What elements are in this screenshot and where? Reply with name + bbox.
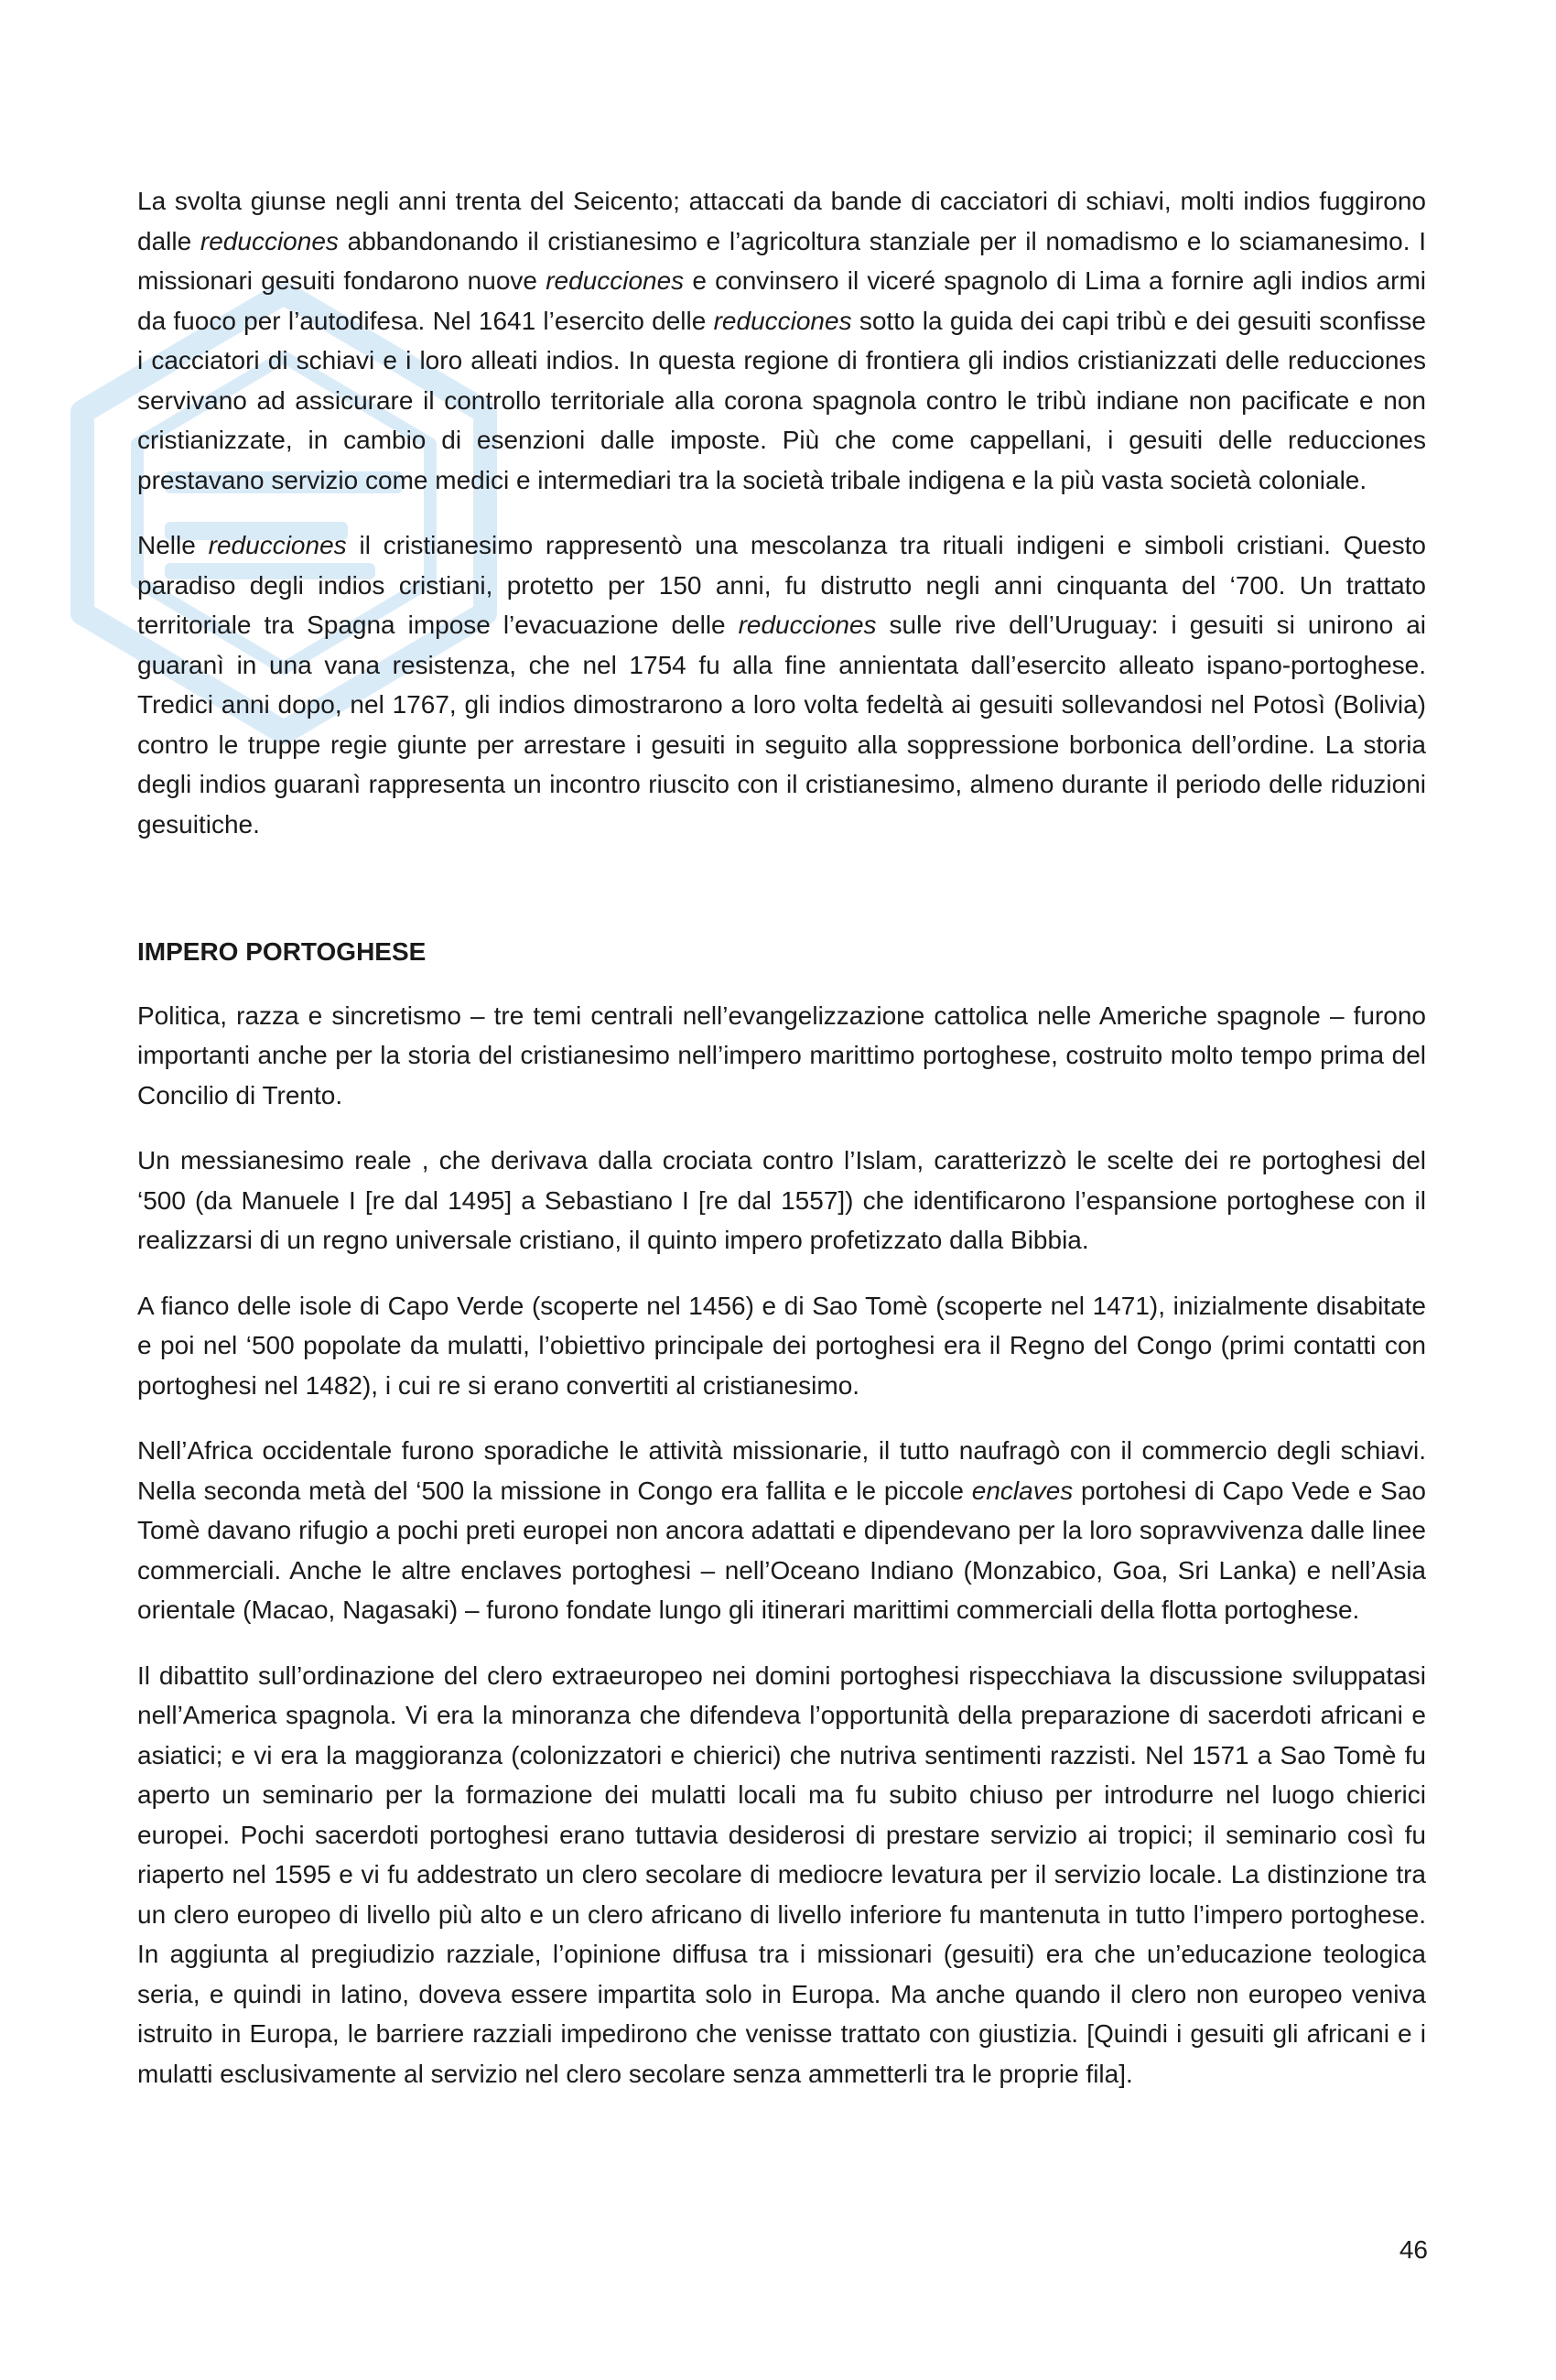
text-run: Politica, razza e sincretismo – tre temi centrali nell’evangelizzazione cattolica nelle Americhe spagnole – furono importanti anche per la storia del cristianesimo nell’impero marittimo portoghese, costruito molto tempo prima del Concilio di Trento. — [137, 1001, 1426, 1109]
text-run: Il dibattito sull’ordinazione del clero extraeuropeo nei domini portoghesi rispecchiava la discussione sviluppatasi nell’America spagnola. Vi era la minoranza che difendeva l’opportunità della preparazione di sacerdoti africani e asiatici; e vi era la maggioranza (colonizzatori e chierici) che nutriva sentimenti razzisti. Nel 1571 a Sao Tomè fu aperto un seminario per la formazione dei mulatti locali ma fu subito chiuso per introdurre nel luogo chierici europei. Pochi sacerdoti portoghesi erano tuttavia desiderosi di prestare servizio ai tropici; il seminario così fu riaperto nel 1595 e vi fu addestrato un clero secolare di mediocre levatura per il servizio locale. La distinzione tra un clero europeo di livello più alto e un clero africano di livello inferiore fu mantenuta in tutto l’impero portoghese. In aggiunta al pregiudizio razziale, l’opinione diffusa tra i missionari (gesuiti) era che un’educazione teologica seria, e quindi in latino, doveva essere impartita solo in Europa. Ma anche quando il clero non europeo veniva istruito in Europa, le barriere razziali impedirono che venisse trattato con giustizia. [Quindi i gesuiti gli africani e i mulatti esclusivamente al servizio nel clero secolare senza ammetterli tra le proprie fila]. — [137, 1661, 1426, 2088]
text-run: il cristianesimo rappresentò una mescolanza tra rituali indigeni e simboli cristiani. Questo paradiso degli indios cristiani, protetto per 150 anni, fu distrutto negli anni cinquanta del ‘700. Un trattato territoriale tra Spagna impose l’evacuazione delle — [137, 531, 1426, 639]
paragraph — [137, 181, 1426, 500]
italic-text: enclaves — [971, 1476, 1074, 1505]
text-run: portohesi di Capo Vede e Sao Tomè davano rifugio a pochi preti europei non ancora adattati e dipendevano per la loro sopravvivenza dalle linee commerciali. Anche le altre enclaves portoghesi – nell’Oceano Indiano (Monzabico, Goa, Sri Lanka) e nell’Asia orientale (Macao, Nagasaki) – furono fondate lungo gli itinerari marittimi commerciali della flotta portoghese. — [137, 1476, 1426, 1624]
paragraphs-after-heading — [137, 996, 1426, 2094]
paragraph — [137, 1431, 1426, 1630]
italic-text: reducciones — [208, 531, 347, 559]
text-run: e convinsero il viceré spagnolo di Lima a fornire agli indios armi da fuoco per l’autodifesa. Nel 1641 l’esercito delle — [137, 266, 1426, 335]
italic-text: reducciones — [200, 226, 339, 255]
paragraph — [137, 1141, 1426, 1260]
paragraph — [137, 525, 1426, 844]
text-run: Un messianesimo reale , che derivava dalla crociata contro l’Islam, caratterizzò le scelte dei re portoghesi del ‘500 (da Manuele I [re dal 1495] a Sebastiano I [re dal 1557]) che identificarono l’espansione portoghese con il realizzarsi di un regno universale cristiano, il quinto impero profetizzato dalla Bibbia. — [137, 1146, 1426, 1254]
text-run: sulle rive dell’Uruguay: i gesuiti si unirono ai guaranì in una vana resistenza, che nel 1754 fu alla fine annientata dall’esercito alleato ispano-portoghese. Tredici anni dopo, nel 1767, gli indios dimostrarono a loro volta fedeltà ai gesuiti sollevandosi nel Potosì (Bolivia) contro le truppe regie giunte per arrestare i gesuiti in seguito alla soppressione borbonica dell’ordine. La storia degli indios guaranì rappresenta un incontro riuscito con il cristianesimo, almeno durante il periodo delle riduzioni gesuitiche. — [137, 611, 1426, 838]
text-run: Nelle — [137, 531, 209, 559]
document-body — [137, 181, 1426, 2119]
paragraph — [137, 1656, 1426, 2094]
text-run: A fianco delle isole di Capo Verde (scoperte nel 1456) e di Sao Tomè (scoperte nel 1471), inizialmente disabitate e poi nel ‘500 popolate da mulatti, l’obiettivo principale dei portoghesi era il Regno del Congo (primi contatti con portoghesi nel 1482), i cui re si erano convertiti al cristianesimo. — [137, 1291, 1426, 1400]
paragraph — [137, 996, 1426, 1116]
page-number: 46 — [1399, 2235, 1428, 2264]
text-run: Nell’Africa occidentale furono sporadiche le attività missionarie, il tutto naufragò con il commercio degli schiavi. Nella seconda metà del ‘500 la missione in Congo era fallita e le piccole — [137, 1436, 1426, 1505]
paragraphs-before-heading — [137, 181, 1426, 844]
italic-text: reducciones — [738, 611, 877, 639]
italic-text: reducciones — [713, 306, 852, 335]
paragraph — [137, 1286, 1426, 1406]
text-run: sotto la guida dei capi tribù e dei gesuiti sconfisse i cacciatori di schiavi e i loro alleati indios. In questa regione di frontiera gli indios cristianizzati delle reducciones servivano ad assicurare il controllo territoriale alla corona spagnola contro le tribù indiane non pacificate e non cristianizzate, in cambio di esenzioni dalle imposte. Più che come cappellani, i gesuiti delle reducciones prestavano servizio come medici e intermediari tra la società tribale indigena e la più vasta società coloniale. — [137, 306, 1426, 494]
text-run: La svolta giunse negli anni trenta del Seicento; attaccati da bande di cacciatori di schiavi, molti indios fuggirono dalle — [137, 187, 1426, 255]
section-heading: IMPERO PORTOGHESE — [137, 937, 427, 966]
italic-text: reducciones — [546, 266, 685, 295]
text-run: abbandonando il cristianesimo e l’agricoltura stanziale per il nomadismo e lo sciamanesimo. I missionari gesuiti fondarono nuove — [137, 226, 1426, 295]
